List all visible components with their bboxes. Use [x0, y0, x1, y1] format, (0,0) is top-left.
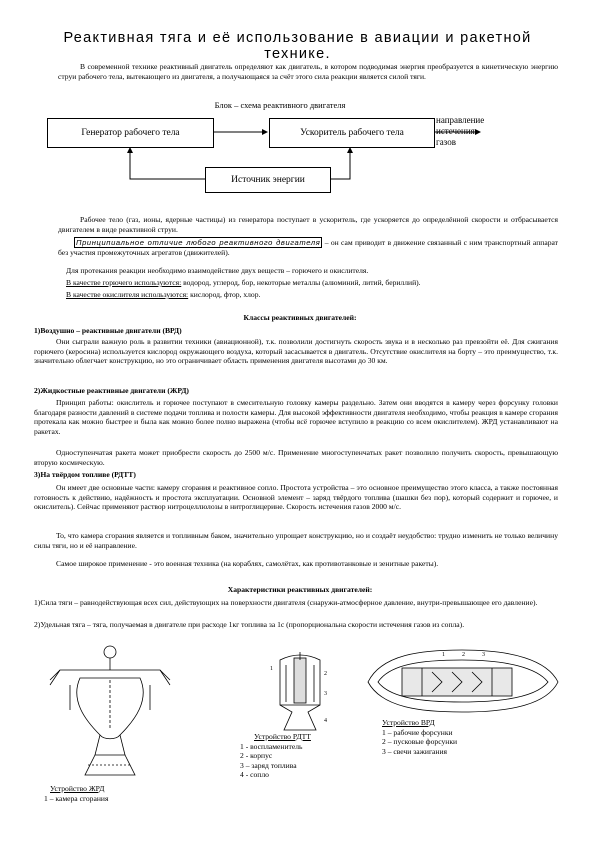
vrd-drawing: [362, 646, 562, 716]
rdtt-drawing: [268, 650, 332, 732]
class1-heading: 1)Воздушно – реактивные двигатели (ВРД): [34, 326, 182, 335]
principle-rest: – он сам приводит в движение связанный с ним транспортный аппарат без участия промежуточных агрегатов (движителей).: [58, 238, 558, 257]
fuel-label: В качестве горючего используются:: [66, 278, 182, 287]
working-body-paragraph: Рабочее тело (газ, ионы, ядерные частицы) из генератора поступает в ускоритель, где ускоряется до определённой скорости и отбрасывается двигателем в виде реактивной струи.: [58, 215, 558, 234]
vrd-caption: [382, 718, 457, 756]
gas-direction-line-3: газов: [436, 137, 456, 147]
rdtt-marker-3: 3: [324, 691, 327, 697]
vrd-caption-title: Устройство ВРД: [382, 718, 435, 727]
rdtt-caption-item-4: 4 - сопло: [240, 770, 269, 780]
accelerator-box: Ускоритель рабочего тела: [269, 118, 435, 148]
fuel-line: [66, 278, 566, 288]
gas-direction-label: [436, 115, 484, 148]
principle-paragraph: [58, 238, 558, 257]
vrd-caption-item-2: 2 – пусковые форсунки: [382, 737, 458, 747]
vrd-marker-3: 3: [482, 652, 485, 658]
class1-text: Они сыграли важную роль в развитии техники (авиационной), т.к. позволили достигнуть скорость звука и в несколько раз превзойти её. Для сжигания горючего (керосина) используется кислород окружающего воздуха, который засасывается в двигатель. Отсутствие окислителя на борту – это преимущество, т.к. значительно облегчает конструкцию, но это ограничивает область применения двигателя высотами до 30 км.: [34, 337, 558, 366]
gas-direction-line-2: истечения: [436, 126, 475, 136]
classes-title: Классы реактивных двигателей:: [243, 313, 357, 322]
fuel-text: водород, углерод, бор, некоторые металлы (алюминий, литий, бериллий).: [181, 278, 421, 287]
class3-heading: 3)На твёрдом топливе (РДТТ): [34, 470, 136, 479]
class3-text2: То, что камера сгорания является и топливным баком, значительно упрощает конструкцию, но и создаёт неудобство: трудно изменить не только величину силы тяги, но и её направление.: [34, 531, 558, 550]
characteristic-1: 1)Сила тяги – равнодействующая всех сил, действующих на поверхности двигателя (снаружи-атмосферное давление, внутри-превышающее его давление).: [34, 598, 538, 607]
oxidizer-label: В качестве окислителя используются:: [66, 290, 189, 299]
arrow-energy-accelerator: [330, 148, 350, 179]
vrd-marker-2: 2: [462, 652, 465, 658]
zhrd-caption-item-1: 1 – камера сгорания: [44, 793, 109, 803]
gas-direction-line-1: направление: [436, 115, 485, 125]
characteristic-2: 2)Удельная тяга – тяга, получаемая в двигателе при расходе 1кг топлива за 1с (пропорциональна скорости истечения газов из сопла).: [34, 620, 465, 629]
class2-heading: 2)Жидкостные реактивные двигатели (ЖРД): [34, 386, 189, 395]
generator-box: Генератор рабочего тела: [47, 118, 214, 148]
zhrd-drawing: [40, 640, 180, 780]
rdtt-caption-item-1: 1 - воспламенитель: [240, 741, 303, 751]
page-title: Реактивная тяга и её использование в авиации и ракетной технике.: [63, 30, 532, 62]
diagram-title: Блок – схема реактивного двигателя: [214, 100, 346, 110]
rdtt-caption-title: Устройство РДТТ: [254, 732, 311, 741]
class2-text1: Принцип работы: окислитель и горючее поступают в смесительную головку камеры раздельно. Затем они вводятся в камеру через форсунку головки благодаря разности давлений в системе подачи топлива и полости камеры. Для высокой эффективности двигателя необходимо, чтобы реакция в камере сгорания протекала как можно быстрее и была как можно более полно выражена (чтобы всё горючее вступило в реакцию со всем окислителем). ЖРД устанавливают на ракетах.: [34, 398, 558, 436]
class2-text2: Одноступенчатая ракета может приобрести скорость до 2500 м/с. Применение многоступенчатых ракет позволило получить скорость, превышающую вторую космическую.: [34, 448, 558, 467]
zhrd-caption: [44, 784, 108, 803]
diagram-arrows: [0, 0, 595, 230]
rdtt-caption-item-2: 2 - корпус: [240, 751, 273, 761]
principle-lead: Принципиальное отличие любого реактивного двигателя: [76, 238, 321, 247]
vrd-caption-item-3: 3 – свечи зажигания: [382, 746, 448, 756]
rdtt-caption: [240, 732, 311, 780]
intro-paragraph: В современной технике реактивный двигатель определяют как двигатель, в котором подводимая энергия преобразуется в кинетическую энергию струи рабочего тела, вытекающего из двигателя, а получающаяся за счёт этого сила реакции является силой тяги.: [58, 62, 558, 81]
class3-text1: Он имеет две основные части: камеру сгорания и реактивное сопло. Простота устройства – это основное преимущество этого класса, а также постоянная готовность к действию, надёжность и простота эксплуатации. Основной элемент – заряд твёрдого топлива (шашки без пор), который содержит и горючее, и окислитель). Сейчас применяют раствор нитроцеллюлозы в нитроглицерине. Скорость истечения газов 2000 м/с.: [34, 483, 558, 512]
vrd-marker-1: 1: [442, 652, 445, 658]
rdtt-caption-item-3: 3 – заряд топлива: [240, 760, 297, 770]
class3-text3: Самое широкое применение - это военная техника (на кораблях, самолётах, как противотанковые и зенитные ракеты).: [56, 559, 439, 568]
oxidizer-text: кислород, фтор, хлор.: [188, 290, 261, 299]
reaction-paragraph: Для протекания реакции необходимо взаимодействие двух веществ – горючего и окислителя.: [66, 266, 369, 275]
rdtt-marker-2: 2: [324, 671, 327, 677]
zhrd-caption-title: Устройство ЖРД: [50, 784, 105, 793]
energy-source-box: Источник энергии: [205, 167, 331, 193]
rdtt-marker-1: 1: [270, 666, 273, 672]
rdtt-marker-4: 4: [324, 718, 327, 724]
arrow-energy-generator: [130, 148, 205, 179]
characteristics-title: Характеристики реактивных двигателей:: [227, 585, 373, 594]
oxidizer-line: [66, 290, 556, 300]
vrd-caption-item-1: 1 – рабочие форсунки: [382, 727, 453, 737]
